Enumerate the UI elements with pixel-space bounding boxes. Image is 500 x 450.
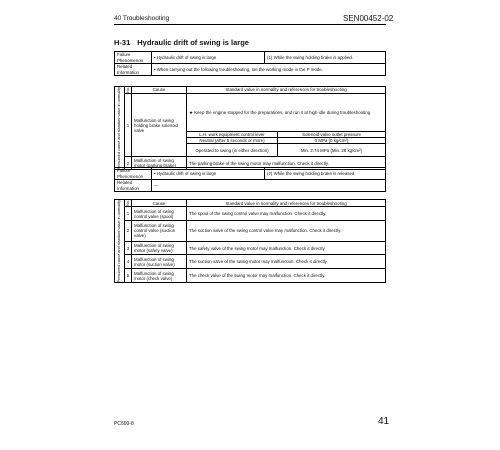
- case1-col-standard: Standard value in normality and references for troubleshooting: [187, 87, 386, 94]
- case1-related-label: Related Information: [115, 64, 152, 76]
- case2-row4-no: 4: [125, 255, 132, 269]
- case1-row1-note: ★ Keep the engine stopped for the preparations, and run it at high idle during troubleshooting.: [187, 93, 386, 131]
- case2-row2-text: The suction valve of the swing control valve may malfunction. Check it directly.: [187, 221, 386, 241]
- case1-row2-cause: Malfunction of swing motor (parking brake): [132, 157, 187, 170]
- case2-cause-table: [114, 199, 386, 283]
- case2-row3-text: The safety valve of the swing motor may malfunction. Check it directly.: [187, 241, 386, 255]
- case1-failure-label: Failure Phenomenon: [115, 52, 152, 64]
- title-text: Hydraulic drift of swing is large: [137, 38, 249, 47]
- case2-row5-cause: Malfunction of swing motor (check valve): [132, 269, 187, 283]
- footer-model: PC600-8: [114, 421, 134, 427]
- case2-side-label: Presumed cause and standard value in normality: [115, 200, 125, 283]
- case2-related-label: Related Information: [115, 180, 152, 192]
- header-rule: [114, 24, 386, 25]
- case2-row1-text: The spool of the swing control valve may malfunction. Check it directly.: [187, 207, 386, 221]
- case2-col-no: No.: [125, 200, 130, 207]
- case2-failure-label: Failure Phenomenon: [115, 168, 152, 180]
- case1-row1-no: 1: [125, 93, 132, 156]
- case2-row2-no: 2: [125, 221, 132, 241]
- page-number: 41: [378, 416, 390, 427]
- case1-row2-no: 2: [125, 157, 132, 170]
- case1-related-text: • When carrying out the following troubleshooting, set the working mode in the P mode.: [152, 64, 386, 76]
- case1-col-no: No.: [125, 87, 130, 93]
- case1-subrow2-pressure: Min. 2.74 MPa {Min. 28 kg/cm²}: [278, 144, 386, 157]
- case2-related-text: —: [152, 180, 386, 192]
- case2-row2-cause: Malfunction of swing control valve (suction valve): [132, 221, 187, 241]
- case2-row5-text: The check valve of the swing motor may malfunction. Check it directly.: [187, 269, 386, 283]
- section-header: 40 Troubleshooting: [114, 15, 170, 22]
- case1-subrow1-pressure: 0 MPa {0 kg/cm²}: [278, 138, 386, 144]
- title-code: H-31: [114, 38, 131, 47]
- case1-cause-table: [114, 86, 386, 170]
- case2-row3-cause: Malfunction of swing motor (safety valve): [132, 241, 187, 255]
- case2-row1-cause: Malfunction of swing control valve (spool): [132, 207, 187, 221]
- case1-subcol-pressure: Solenoid valve outlet pressure: [278, 132, 386, 138]
- case1-failure-table: [114, 51, 386, 76]
- case2-failure-condition: (2) While the swing holding brake is released.: [265, 168, 386, 180]
- case1-side-label: Presumed cause and standard value in normality: [115, 87, 125, 170]
- case1-col-cause: Cause: [132, 87, 187, 94]
- case2-failure-text: • Hydraulic drift of swing is large: [152, 168, 265, 180]
- case1-subrow2-lever: Operated to swing (in either direction): [187, 144, 278, 157]
- case1-failure-text: • Hydraulic drift of swing is large: [152, 52, 265, 64]
- case2-row5-no: 5: [125, 269, 132, 283]
- case1-row2-text: The parking brake of the swing motor may malfunction. Check it directly.: [187, 157, 386, 170]
- case2-row1-no: 1: [125, 207, 132, 221]
- case1-subrow1-lever: Neutral (After 5 seconds or more): [187, 138, 278, 144]
- document-code: SEN00452-02: [343, 14, 394, 23]
- page-title: [114, 38, 249, 47]
- case2-row4-text: The suction valve of the swing motor may malfunction. Check it directly.: [187, 255, 386, 269]
- case2-failure-table: [114, 167, 386, 192]
- case2-col-cause: Cause: [132, 200, 187, 207]
- case1-failure-condition: (1) While the swing holding brake is applied.: [265, 52, 386, 64]
- case1-subcol-lever: L.H. work equipment control lever: [187, 132, 278, 138]
- case2-col-standard: Standard value in normality and references for troubleshooting: [187, 200, 386, 207]
- case2-row4-cause: Malfunction of swing motor (suction valve): [132, 255, 187, 269]
- case2-row3-no: 3: [125, 241, 132, 255]
- case1-row1-cause: Malfunction of swing holding brake solenoid valve: [132, 93, 187, 156]
